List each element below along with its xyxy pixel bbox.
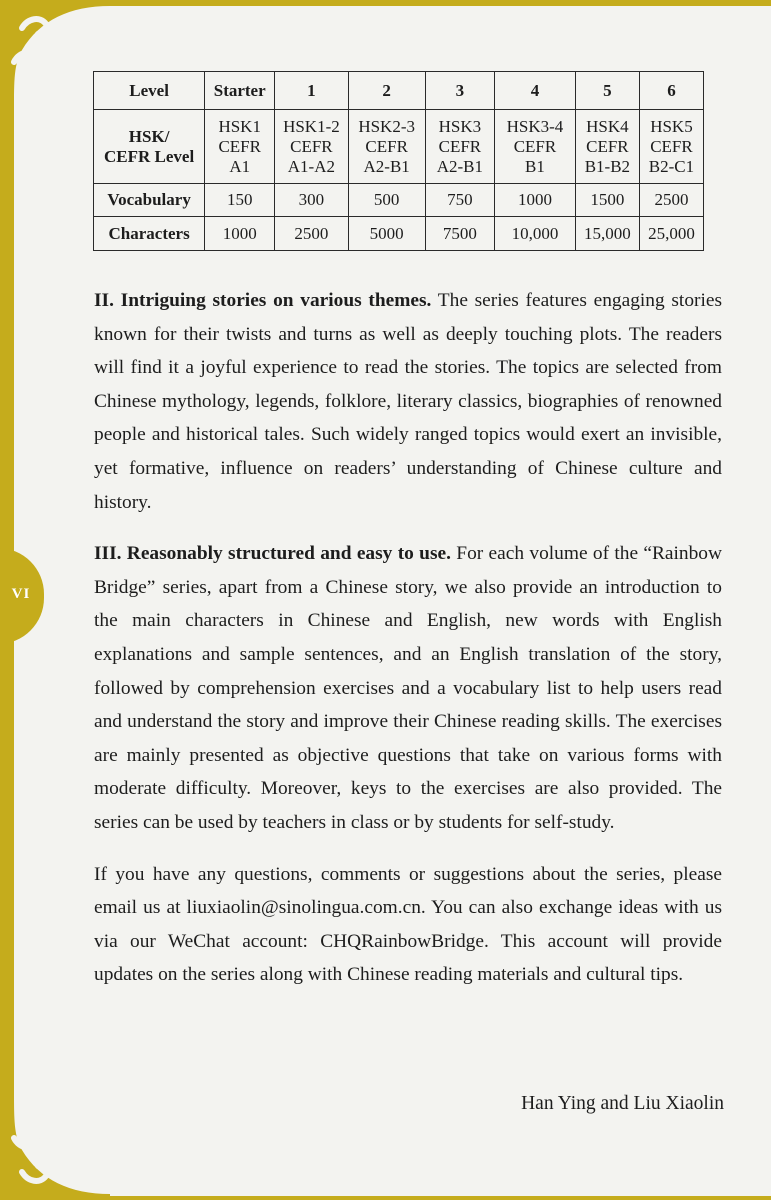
table-header-cell: 6 <box>639 72 703 110</box>
table-header-cell: 1 <box>275 72 348 110</box>
table-row-label: HSK/ CEFR Level <box>94 110 205 184</box>
page-number: VI <box>11 586 31 602</box>
table-cell: HSK5 CEFR B2-C1 <box>639 110 703 184</box>
level-table <box>93 71 704 251</box>
table-header-row <box>94 72 704 110</box>
table-header-cell: Starter <box>205 72 275 110</box>
table-cell: HSK4 CEFR B1-B2 <box>575 110 639 184</box>
table-header-cell: 2 <box>348 72 425 110</box>
table-cell: 2500 <box>275 217 348 251</box>
table-row-characters <box>94 217 704 251</box>
table-header-cell: 3 <box>425 72 494 110</box>
paragraph-text: The series features engaging stories known for their twists and turns as well as deeply touching plots. The readers will find it a joyful experience to read the stories. The topics are selected from Chinese mythology, legends, folklore, literary classics, biographies of renowned people and historical tales. Such widely ranged topics would exert an invisible, yet formative, influence on readers’ understanding of Chinese culture and history. <box>94 290 723 513</box>
paragraph-contact: If you have any questions, comments or suggestions about the series, please email us at liuxiaolin@sinolingua.com.cn. You can also exchange ideas with us via our WeChat account: CHQRainbowBridge. This account will provide updates on the series along with Chinese reading materials and cultural tips. <box>94 863 722 986</box>
table-row-hsk-cefr <box>94 110 704 184</box>
table-cell: HSK3-4 CEFR B1 <box>495 110 576 184</box>
table-header-cell: Level <box>94 72 205 110</box>
table-cell: HSK1 CEFR A1 <box>205 110 275 184</box>
body-text <box>94 284 722 1010</box>
table-cell: 500 <box>348 184 425 217</box>
decorative-corner-ornament-bottom <box>0 1090 110 1200</box>
table-header-cell: 5 <box>575 72 639 110</box>
signature: Han Ying and Liu Xiaolin <box>521 1093 724 1114</box>
table-cell: 15,000 <box>575 217 639 251</box>
table-cell: 1500 <box>575 184 639 217</box>
table-row-label: Characters <box>94 217 205 251</box>
table-cell: 750 <box>425 184 494 217</box>
table-cell: 150 <box>205 184 275 217</box>
paragraph-text: For each volume of the “Rainbow Bridge” series, apart from a Chinese story, we also provide an introduction to the main characters in Chinese and English, new words with English explanations and sample sentences, and an English translation of the story, followed by comprehension exercises and a vocabulary list to help users read and understand the story and improve their Chinese reading skills. The exercises are mainly presented as objective questions that take on various forms with moderate difficulty. Moreover, keys to the exercises are also provided. The series can be used by teachers in class or by students for self-study. <box>94 543 722 833</box>
table-cell: 7500 <box>425 217 494 251</box>
table-cell: 5000 <box>348 217 425 251</box>
paragraph-structure <box>94 537 722 839</box>
table-header-cell: 4 <box>495 72 576 110</box>
table-cell: 1000 <box>495 184 576 217</box>
table-cell: 300 <box>275 184 348 217</box>
table-cell: 2500 <box>639 184 703 217</box>
table-row-label: Vocabulary <box>94 184 205 217</box>
table-row-vocabulary <box>94 184 704 217</box>
table-cell: 1000 <box>205 217 275 251</box>
table-cell: HSK2-3 CEFR A2-B1 <box>348 110 425 184</box>
table-cell: HSK1-2 CEFR A1-A2 <box>275 110 348 184</box>
paragraph-themes <box>94 284 722 519</box>
table-cell: HSK3 CEFR A2-B1 <box>425 110 494 184</box>
table-cell: 10,000 <box>495 217 576 251</box>
table-cell: 25,000 <box>639 217 703 251</box>
section-heading: III. Reasonably structured and easy to use. <box>94 543 451 565</box>
section-heading: II. Intriguing stories on various themes. <box>94 290 432 311</box>
